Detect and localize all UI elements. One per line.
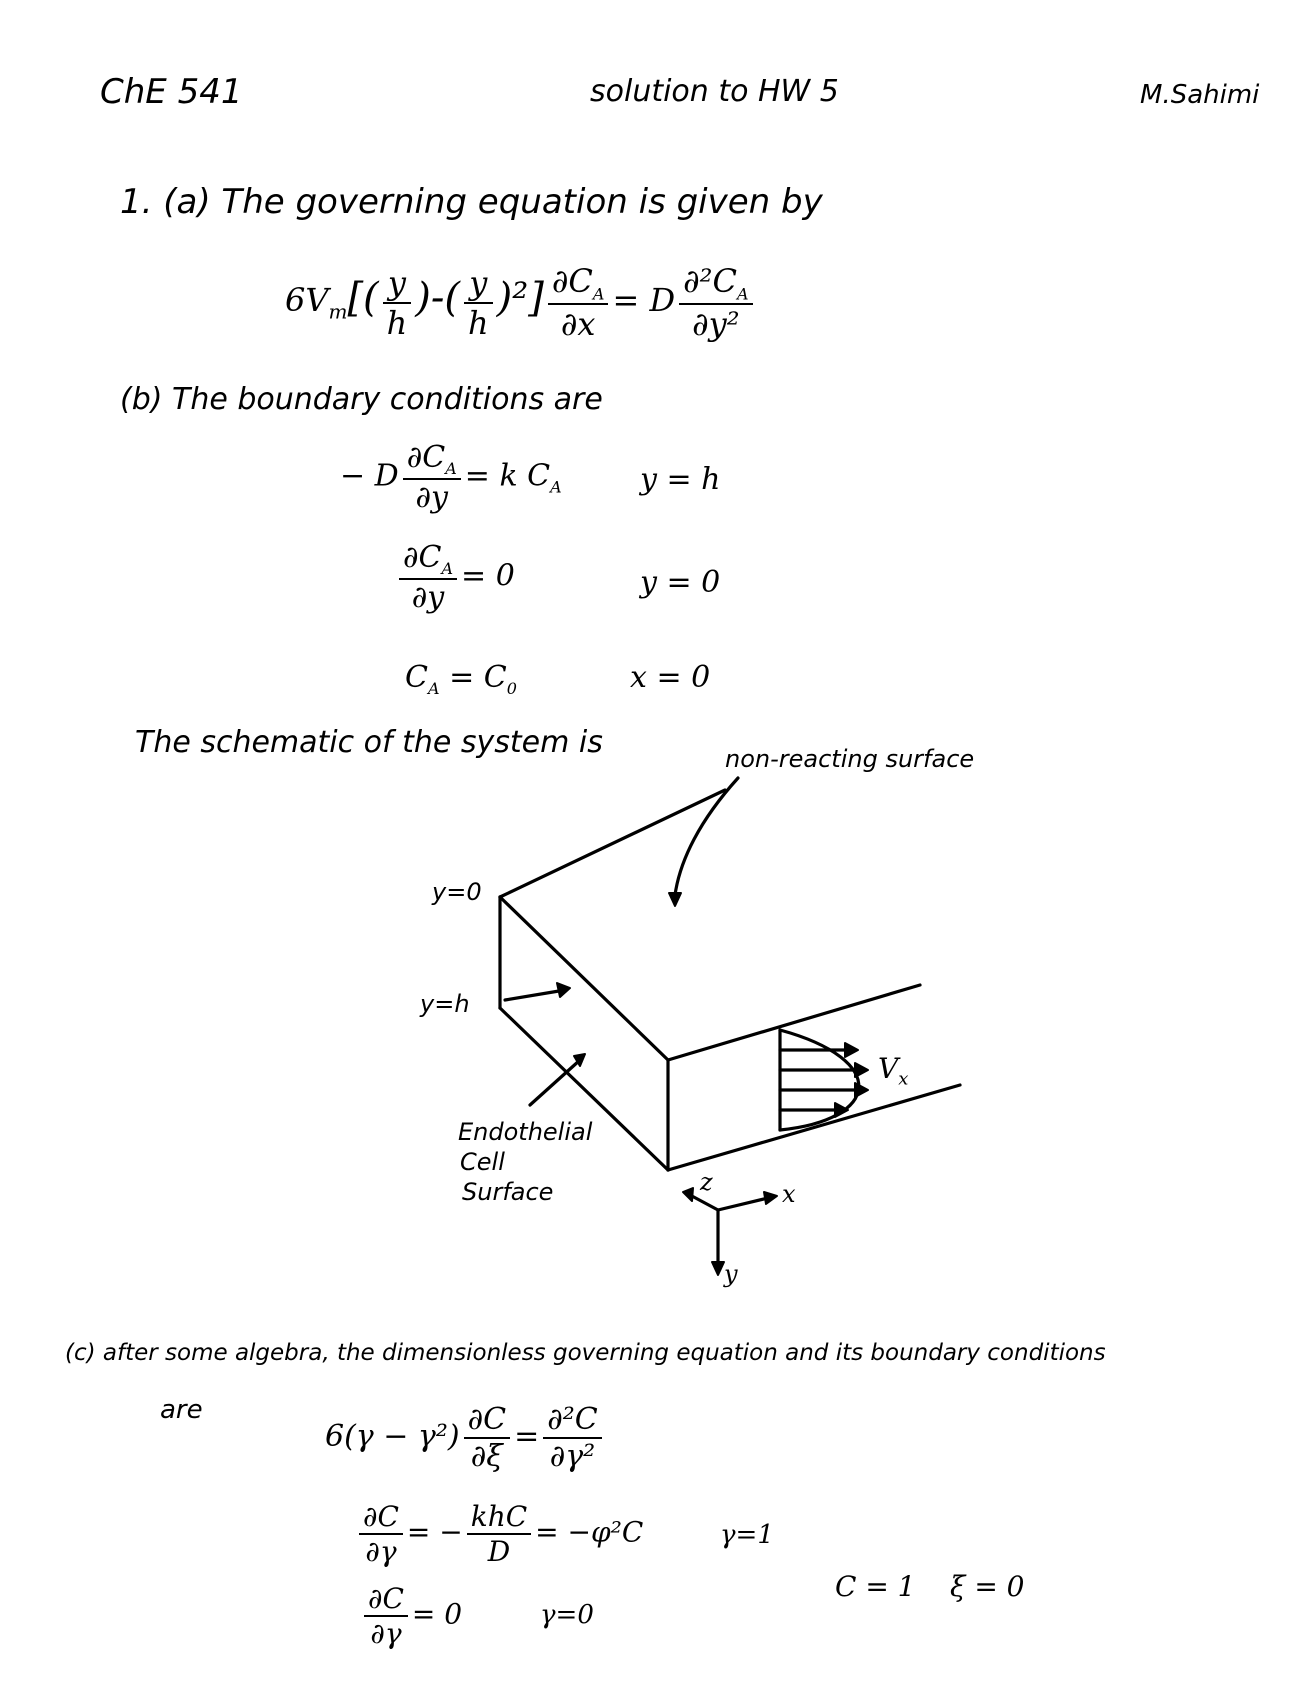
label-cell: Cell [460,1148,505,1176]
part-b-intro: (b) The boundary conditions are [120,382,603,417]
boundary-condition-1: − D $\frac{\partial C_A}{\partial y}$ = k $C_A$ [340,440,562,515]
eq-dcdx-den: ∂x [560,305,596,344]
dim-eq-rhs-fraction: $\frac{\text{∂²C}}{\text{∂γ²}}$ [543,1402,602,1474]
dimensionless-equation: 6(γ − γ²) $\frac{\partial C}{\partial\xi}$ = $\frac{\text{∂²C}}{\text{∂γ²}}$ [325,1402,606,1474]
document-title: solution to HW 5 [590,74,839,109]
eq-bracket-close: )²] [496,275,544,322]
eq-d2cdy2-den: ∂y² [692,305,740,344]
axis-label-y: y [724,1260,738,1288]
eq-equals-d: = D [612,281,676,320]
part-c-are: are [160,1395,203,1425]
label-velocity: $V_x$ [878,1052,909,1090]
eq-ratio-1-num: y [383,264,412,304]
bc1-fraction: $\frac{\partial C_A}{\partial y}$ [403,440,461,515]
axis-label-z: z [700,1168,713,1196]
dimensionless-bc-3-condition: ξ = 0 [950,1570,1025,1603]
author-name: M.Sahimi [1140,80,1260,110]
dim-eq-lhs-fraction: $\frac{\partial C}{\partial\xi}$ [464,1402,510,1474]
dim-bc1-fraction: $\frac{\partial C}{\partial\gamma}$ [359,1500,403,1568]
eq-d2cdy2-num: $\partial^2C_A$ [679,262,752,305]
eq-coefficient-sub: m [328,299,348,324]
dimensionless-bc-3: C = 1 [835,1570,916,1603]
boundary-condition-2: $\frac{\partial C_A}{\partial y}$ = 0 [395,540,515,615]
part-c-intro: (c) after some algebra, the dimensionless governing equation and its boundary conditions [65,1340,1106,1366]
eq-dcdx-num: $\partial C_A$ [548,262,609,305]
eq-coefficient: 6V [285,281,329,320]
label-non-reacting-surface: non-reacting surface [725,745,975,773]
schematic-intro: The schematic of the system is [135,725,603,760]
dim-bc1-fraction-2: $\frac{\text{khC}}{D}$ [467,1500,531,1568]
bc2-fraction: $\frac{\partial C_A}{\partial y}$ [399,540,457,615]
axis-label-x: x [782,1180,796,1208]
dimensionless-bc-1-condition: γ=1 [720,1520,774,1550]
dimensionless-bc-2-condition: γ=0 [540,1600,594,1630]
eq-bracket-open: [( [347,275,379,322]
bc1-condition: y = h [640,462,721,497]
eq-ratio-2-num: y [464,264,493,304]
label-endothelial: Endothelial [458,1118,593,1146]
dimensionless-bc-2: $\frac{\partial C}{\partial\gamma}$ = 0 [360,1582,462,1650]
label-y-h: y=h [420,990,470,1018]
boundary-condition-3: $C_A = C_0$ [405,660,517,698]
bc2-condition: y = 0 [640,565,721,600]
dimensionless-bc-1: $\frac{\partial C}{\partial\gamma}$ = − $\frac{\text{khC}}{D}$ = −φ²C [355,1500,643,1568]
label-y-zero: y=0 [432,878,482,906]
part-a-intro: 1. (a) The governing equation is given by [120,182,823,222]
label-surface: Surface [462,1178,554,1206]
eq-ratio-2-den: h [468,303,489,342]
eq-minus: )-( [415,275,460,322]
dim-bc2-fraction: $\frac{\partial C}{\partial\gamma}$ [364,1582,408,1650]
eq-ratio-1-den: h [386,303,408,342]
course-code: ChE 541 [100,72,243,112]
bc3-condition: x = 0 [630,660,711,695]
